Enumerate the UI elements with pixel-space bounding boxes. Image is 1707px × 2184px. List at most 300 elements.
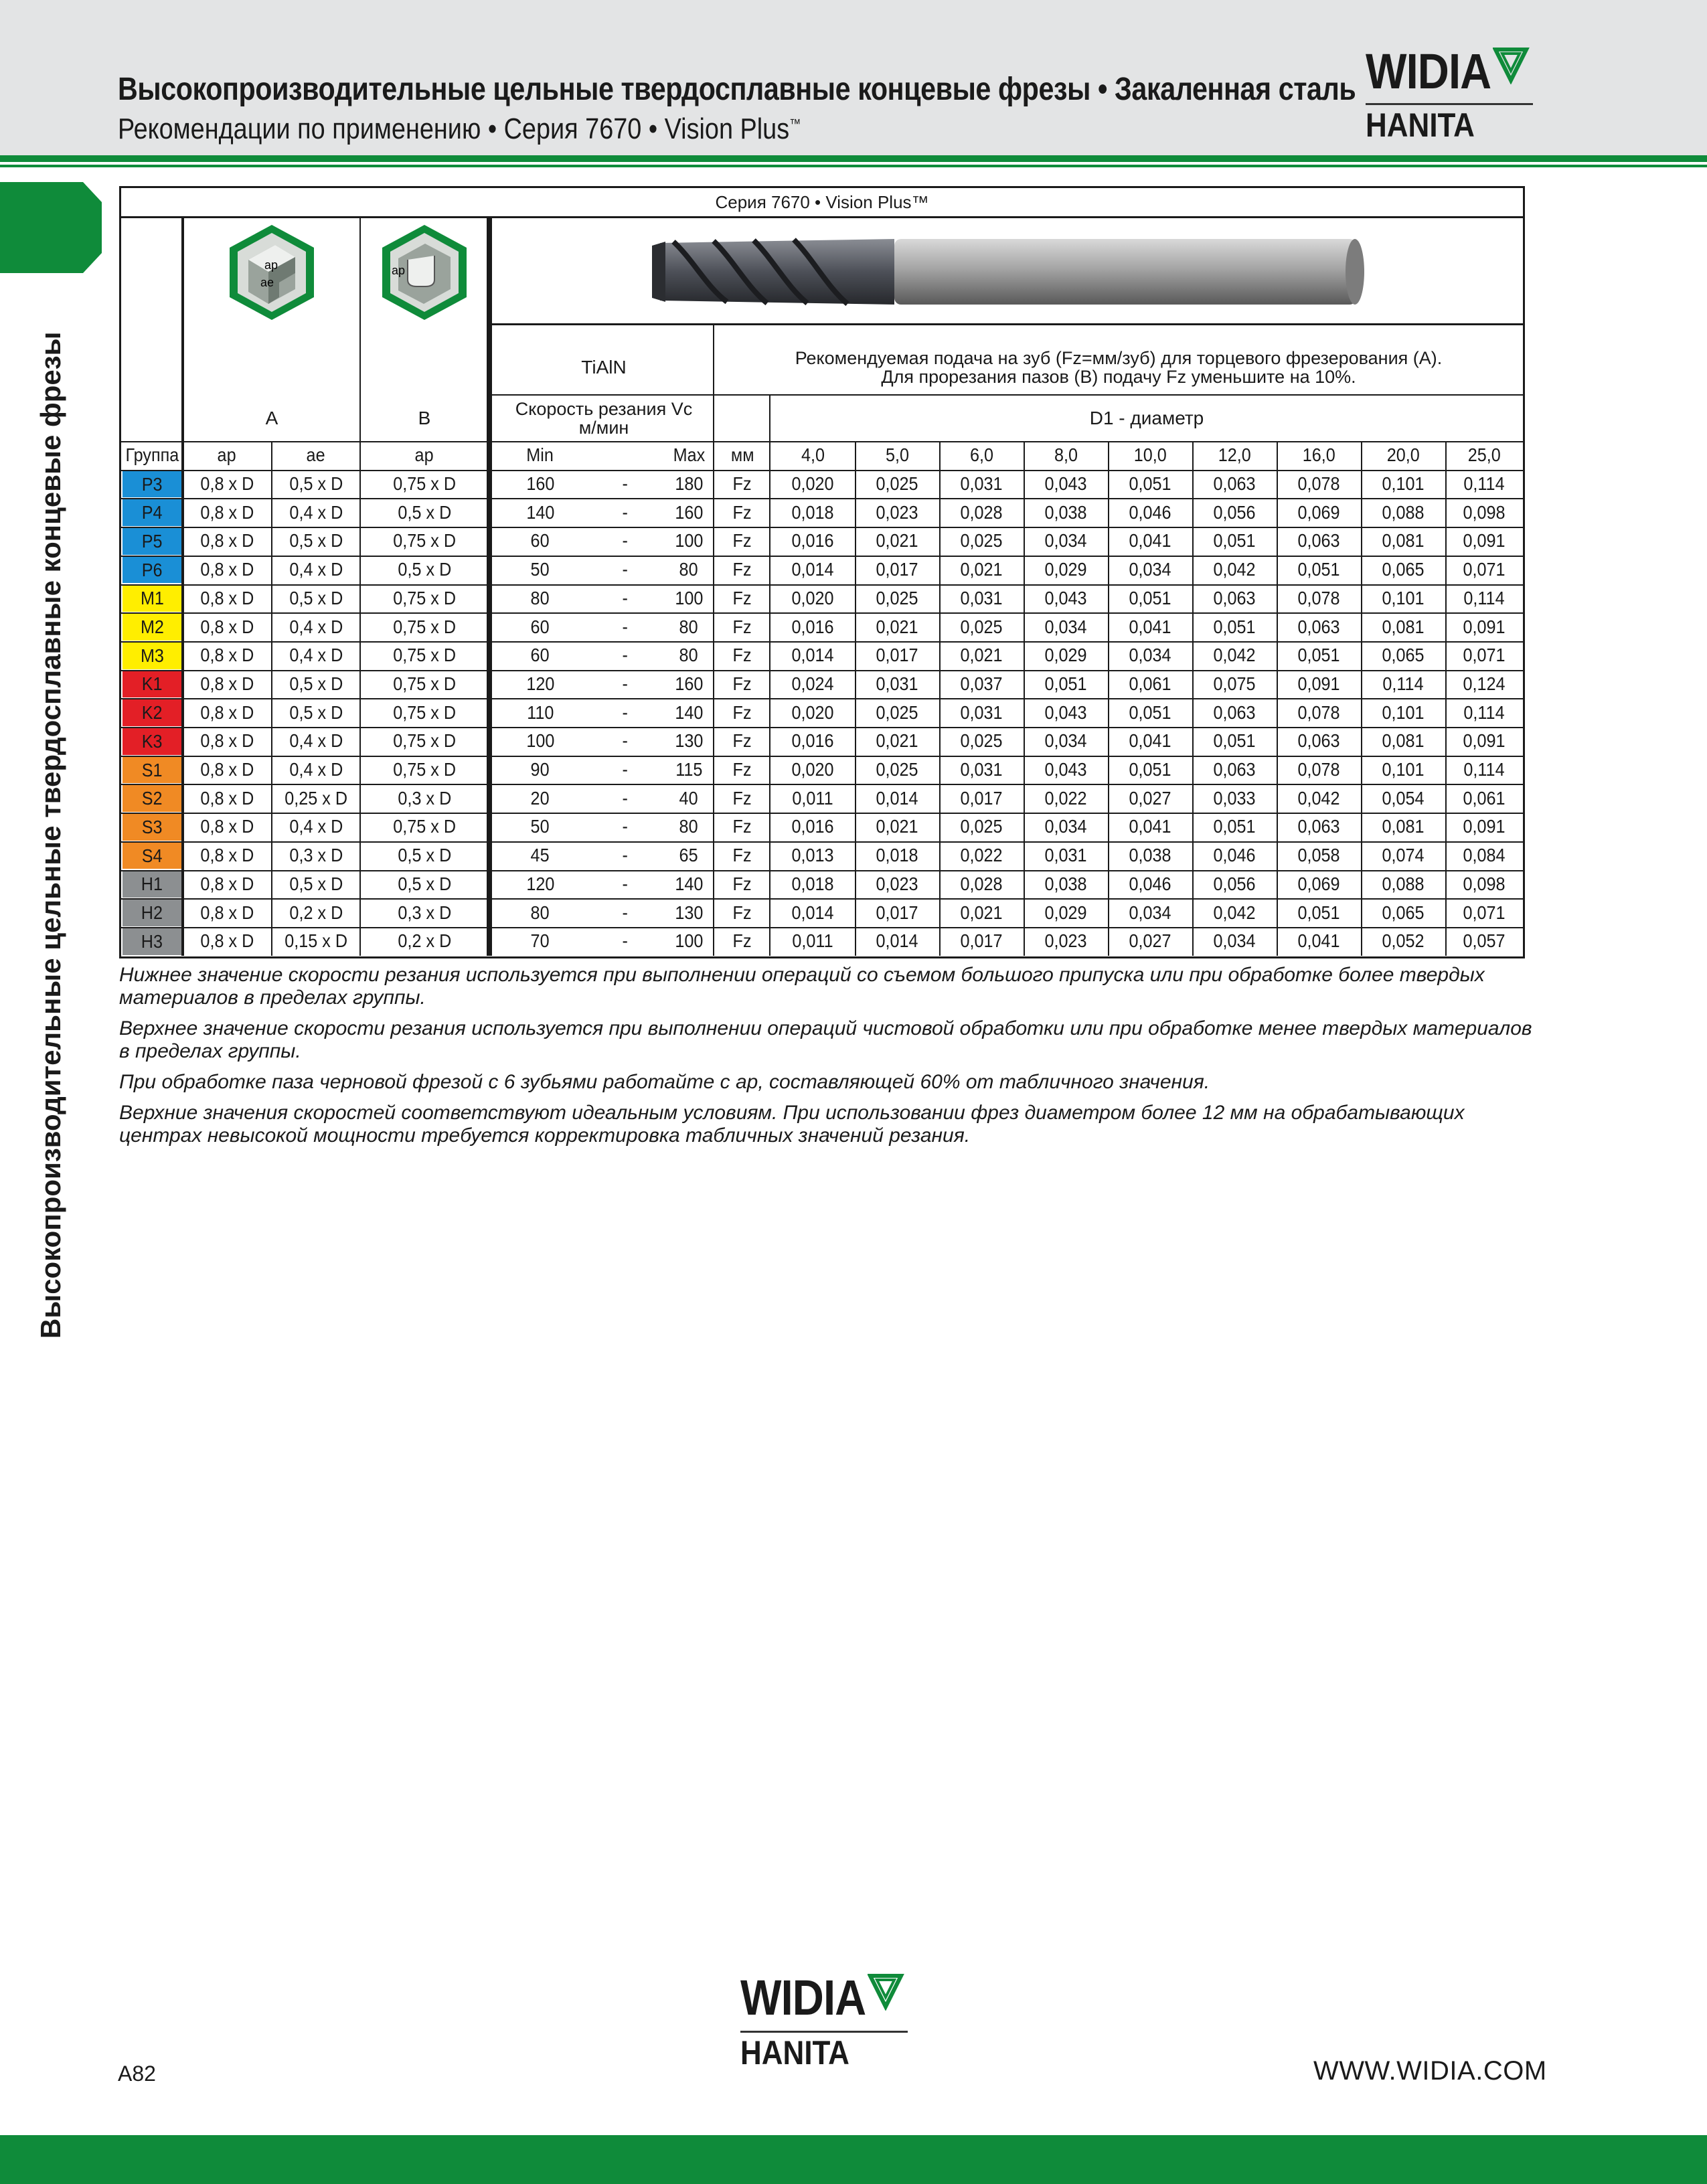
column-header: Min xyxy=(526,444,554,466)
speed-min-cell: 20 xyxy=(530,787,550,809)
feed-value-cell: 0,098 xyxy=(1463,873,1506,894)
a-ap-cell: 0,8 x D xyxy=(200,816,254,837)
b-ap-cell: 0,75 x D xyxy=(393,759,456,780)
feed-value-cell: 0,025 xyxy=(960,530,1003,552)
feed-value-cell: 0,071 xyxy=(1463,559,1506,580)
feed-value-cell: 0,078 xyxy=(1297,759,1340,780)
unit-cell: Fz xyxy=(732,930,752,952)
page-number: A82 xyxy=(118,2062,156,2086)
feed-value-cell: 0,021 xyxy=(960,559,1003,580)
material-group-s3: S3 xyxy=(123,814,181,841)
col-rule xyxy=(271,441,272,956)
feed-value-cell: 0,098 xyxy=(1463,501,1506,523)
feed-value-cell: 0,029 xyxy=(1044,559,1087,580)
feed-value-cell: 0,025 xyxy=(876,587,918,608)
speed-max-cell: 130 xyxy=(674,902,704,923)
a-ap-cell: 0,8 x D xyxy=(200,587,254,608)
speed-dash: - xyxy=(622,673,629,694)
speed-max-cell: 160 xyxy=(674,673,704,694)
feed-value-cell: 0,016 xyxy=(791,730,834,752)
speed-min-cell: 45 xyxy=(530,845,550,866)
a-ap-cell: 0,8 x D xyxy=(200,730,254,752)
feed-value-cell: 0,041 xyxy=(1129,730,1171,752)
column-header: мм xyxy=(730,444,754,466)
a-ae-cell: 0,15 x D xyxy=(284,930,347,952)
feed-value-cell: 0,021 xyxy=(876,816,918,837)
speed-min-cell: 90 xyxy=(530,759,550,780)
speed-dash: - xyxy=(622,473,629,495)
a-ae-cell: 0,5 x D xyxy=(289,701,343,723)
feed-value-cell: 0,025 xyxy=(960,616,1003,637)
a-ae-cell: 0,5 x D xyxy=(289,530,343,552)
feed-value-cell: 0,034 xyxy=(1044,530,1087,552)
a-ap-cell: 0,8 x D xyxy=(200,759,254,780)
feed-value-cell: 0,020 xyxy=(791,587,834,608)
page-title: Высокопроизводительные цельные твердосплавные концевые фрезы • Закаленная сталь xyxy=(118,72,1356,107)
feed-value-cell: 0,031 xyxy=(960,587,1003,608)
unit-cell: Fz xyxy=(732,845,752,866)
a-ae-cell: 0,5 x D xyxy=(289,673,343,694)
feed-value-cell: 0,114 xyxy=(1463,587,1505,608)
note-3: При обработке паза черновой фрезой с 6 зубьями работайте с ap, составляющей 60% от табличного значения. xyxy=(119,1071,1210,1093)
feed-value-cell: 0,027 xyxy=(1129,787,1171,809)
feed-value-cell: 0,014 xyxy=(876,930,918,952)
feed-value-cell: 0,028 xyxy=(960,873,1003,894)
side-section-label: Высокопроизводительные цельные твердосплавные концевые фрезы xyxy=(35,331,66,1339)
b-ap-cell: 0,75 x D xyxy=(393,673,456,694)
speed-max-cell: 100 xyxy=(674,587,704,608)
a-ae-cell: 0,4 x D xyxy=(289,616,343,637)
speed-min-cell: 50 xyxy=(530,559,550,580)
operation-a-icon xyxy=(183,219,361,326)
feed-value-cell: 0,018 xyxy=(791,501,834,523)
diameter-header: 25,0 xyxy=(1467,444,1501,466)
b-ap-cell: 0,3 x D xyxy=(398,787,451,809)
footer-logo-divider xyxy=(740,2031,908,2033)
feed-value-cell: 0,051 xyxy=(1213,816,1256,837)
feed-value-cell: 0,034 xyxy=(1129,559,1171,580)
svg-text:ap: ap xyxy=(264,258,278,272)
diameter-header: 12,0 xyxy=(1218,444,1251,466)
coating-label: TiAlN xyxy=(581,357,627,377)
feed-value-cell: 0,025 xyxy=(876,759,918,780)
feed-value-cell: 0,018 xyxy=(876,845,918,866)
feed-value-cell: 0,063 xyxy=(1297,616,1340,637)
feed-value-cell: 0,034 xyxy=(1044,816,1087,837)
diameter-header: 16,0 xyxy=(1302,444,1335,466)
a-ae-cell: 0,5 x D xyxy=(289,473,343,495)
feed-value-cell: 0,041 xyxy=(1129,616,1171,637)
col-rule xyxy=(1277,441,1278,956)
feed-value-cell: 0,071 xyxy=(1463,902,1506,923)
row-rule xyxy=(121,612,1523,614)
feed-value-cell: 0,101 xyxy=(1382,759,1425,780)
speed-min-cell: 80 xyxy=(530,902,550,923)
feed-value-cell: 0,013 xyxy=(791,845,834,866)
feed-value-cell: 0,065 xyxy=(1382,559,1425,580)
speed-max-cell: 65 xyxy=(679,845,699,866)
feed-value-cell: 0,042 xyxy=(1213,902,1256,923)
feed-value-cell: 0,034 xyxy=(1044,730,1087,752)
a-ap-cell: 0,8 x D xyxy=(200,645,254,666)
feed-value-cell: 0,065 xyxy=(1382,645,1425,666)
feed-value-cell: 0,021 xyxy=(876,530,918,552)
feed-value-cell: 0,020 xyxy=(791,701,834,723)
feed-value-cell: 0,046 xyxy=(1129,873,1171,894)
speed-dash: - xyxy=(622,559,629,580)
col-rule xyxy=(939,441,941,956)
column-header: ae xyxy=(306,444,326,466)
feed-value-cell: 0,075 xyxy=(1213,673,1256,694)
feed-value-cell: 0,091 xyxy=(1463,730,1506,752)
feed-value-cell: 0,022 xyxy=(960,845,1003,866)
speed-min-cell: 50 xyxy=(530,816,550,837)
row-rule xyxy=(121,784,1523,785)
feed-value-cell: 0,051 xyxy=(1297,645,1340,666)
column-header: Max xyxy=(673,444,705,466)
col-rule xyxy=(1192,441,1194,956)
svg-text:ap: ap xyxy=(392,264,406,277)
row-rule xyxy=(121,898,1523,900)
a-ap-cell: 0,8 x D xyxy=(200,530,254,552)
unit-cell: Fz xyxy=(732,730,752,752)
feed-value-cell: 0,017 xyxy=(960,930,1003,952)
b-ap-cell: 0,75 x D xyxy=(393,473,456,495)
feed-value-cell: 0,011 xyxy=(792,930,833,952)
feed-value-cell: 0,014 xyxy=(791,645,834,666)
a-ae-cell: 0,4 x D xyxy=(289,645,343,666)
page-subtitle: Рекомендации по применению • Серия 7670 • Vision Plus™ xyxy=(118,112,801,145)
a-ae-cell: 0,4 x D xyxy=(289,759,343,780)
unit-cell: Fz xyxy=(732,759,752,780)
feed-value-cell: 0,081 xyxy=(1382,616,1425,637)
col-rule xyxy=(1108,441,1109,956)
row-rule xyxy=(121,527,1523,528)
feed-value-cell: 0,043 xyxy=(1044,587,1087,608)
series-title: Серия 7670 • Vision Plus™ xyxy=(715,191,929,212)
header-top-rule xyxy=(121,441,1523,442)
speed-dash: - xyxy=(622,930,629,952)
b-ap-cell: 0,75 x D xyxy=(393,730,456,752)
col-rule xyxy=(359,216,361,956)
feed-value-cell: 0,065 xyxy=(1382,902,1425,923)
speed-dash: - xyxy=(622,845,629,866)
a-ap-cell: 0,8 x D xyxy=(200,845,254,866)
b-ap-cell: 0,75 x D xyxy=(393,816,456,837)
widia-hanita-logo: WIDIA HANITA xyxy=(1366,47,1540,147)
feed-value-cell: 0,017 xyxy=(960,787,1003,809)
diameter-header: 8,0 xyxy=(1054,444,1078,466)
feed-value-cell: 0,051 xyxy=(1213,530,1256,552)
unit-cell: Fz xyxy=(732,616,752,637)
material-group-s4: S4 xyxy=(123,843,181,869)
diameter-header: 20,0 xyxy=(1386,444,1420,466)
speed-min-cell: 140 xyxy=(525,501,555,523)
feed-value-cell: 0,034 xyxy=(1213,930,1256,952)
a-ap-cell: 0,8 x D xyxy=(200,501,254,523)
feed-value-cell: 0,021 xyxy=(960,645,1003,666)
a-ap-cell: 0,8 x D xyxy=(200,616,254,637)
a-ap-cell: 0,8 x D xyxy=(200,473,254,495)
feed-value-cell: 0,031 xyxy=(960,701,1003,723)
feed-value-cell: 0,081 xyxy=(1382,530,1425,552)
row-rule xyxy=(121,727,1523,728)
feed-value-cell: 0,043 xyxy=(1044,701,1087,723)
material-group-h3: H3 xyxy=(123,928,181,955)
feed-value-cell: 0,014 xyxy=(791,902,834,923)
unit-cell: Fz xyxy=(732,701,752,723)
material-group-k3: K3 xyxy=(123,728,181,755)
feed-value-cell: 0,016 xyxy=(791,616,834,637)
feed-value-cell: 0,091 xyxy=(1463,530,1506,552)
unit-cell: Fz xyxy=(732,587,752,608)
speed-max-cell: 40 xyxy=(679,787,699,809)
a-ae-cell: 0,4 x D xyxy=(289,501,343,523)
column-header: Группа xyxy=(125,444,179,466)
row-rule xyxy=(121,641,1523,643)
operation-b-icon xyxy=(361,219,488,326)
feed-value-cell: 0,042 xyxy=(1213,645,1256,666)
unit-cell: Fz xyxy=(732,473,752,495)
feed-value-cell: 0,074 xyxy=(1382,845,1425,866)
row-rule xyxy=(121,813,1523,814)
material-group-p3: P3 xyxy=(123,471,181,498)
b-ap-cell: 0,5 x D xyxy=(398,873,451,894)
feed-value-cell: 0,031 xyxy=(960,759,1003,780)
feed-value-cell: 0,078 xyxy=(1297,587,1340,608)
a-ae-cell: 0,5 x D xyxy=(289,873,343,894)
feed-value-cell: 0,038 xyxy=(1044,873,1087,894)
feed-value-cell: 0,027 xyxy=(1129,930,1171,952)
speed-dash: - xyxy=(622,873,629,894)
speed-dash: - xyxy=(622,730,629,752)
feed-value-cell: 0,114 xyxy=(1463,701,1505,723)
unit-cell: Fz xyxy=(732,501,752,523)
speed-dash: - xyxy=(622,530,629,552)
feed-note-line-1: Рекомендуемая подача на зуб (Fz=мм/зуб) для торцевого фрезерования (А). xyxy=(795,348,1443,368)
feed-value-cell: 0,063 xyxy=(1213,701,1256,723)
speed-dash: - xyxy=(622,587,629,608)
b-ap-cell: 0,75 x D xyxy=(393,701,456,723)
row-rule xyxy=(121,470,1523,471)
a-ap-cell: 0,8 x D xyxy=(200,873,254,894)
note-2: Верхнее значение скорости резания используется при выполнении операций чистовой обработки или при обработке менее твердых материалов в пределах группы. xyxy=(119,1017,1532,1062)
feed-value-cell: 0,056 xyxy=(1213,873,1256,894)
diameter-header: 10,0 xyxy=(1133,444,1167,466)
a-ap-cell: 0,8 x D xyxy=(200,701,254,723)
b-ap-cell: 0,75 x D xyxy=(393,530,456,552)
feed-value-cell: 0,014 xyxy=(791,559,834,580)
material-group-s1: S1 xyxy=(123,757,181,784)
feed-value-cell: 0,061 xyxy=(1463,787,1506,809)
image-rule xyxy=(488,323,1523,325)
feed-value-cell: 0,025 xyxy=(960,816,1003,837)
a-ap-cell: 0,8 x D xyxy=(200,787,254,809)
feed-value-cell: 0,021 xyxy=(876,730,918,752)
material-group-k2: K2 xyxy=(123,699,181,726)
speed-min-cell: 60 xyxy=(530,530,550,552)
speed-min-cell: 120 xyxy=(525,673,555,694)
row-rule xyxy=(121,870,1523,871)
website-link[interactable]: WWW.WIDIA.COM xyxy=(1313,2056,1547,2086)
feed-value-cell: 0,029 xyxy=(1044,645,1087,666)
row-rule xyxy=(121,841,1523,843)
feed-value-cell: 0,025 xyxy=(960,730,1003,752)
speed-dash: - xyxy=(622,501,629,523)
a-ap-cell: 0,8 x D xyxy=(200,902,254,923)
speed-max-cell: 80 xyxy=(679,816,699,837)
feed-value-cell: 0,091 xyxy=(1463,616,1506,637)
feed-value-cell: 0,101 xyxy=(1382,473,1425,495)
feed-value-cell: 0,046 xyxy=(1129,501,1171,523)
unit-cell: Fz xyxy=(732,559,752,580)
feed-value-cell: 0,021 xyxy=(960,902,1003,923)
feed-value-cell: 0,114 xyxy=(1463,473,1505,495)
col-rule xyxy=(713,323,714,956)
feed-value-cell: 0,037 xyxy=(960,673,1003,694)
speed-max-cell: 180 xyxy=(674,473,704,495)
b-ap-cell: 0,75 x D xyxy=(393,587,456,608)
feed-value-cell: 0,042 xyxy=(1297,787,1340,809)
col-rule xyxy=(1024,441,1025,956)
feed-value-cell: 0,063 xyxy=(1297,530,1340,552)
a-ae-cell: 0,4 x D xyxy=(289,559,343,580)
feed-value-cell: 0,088 xyxy=(1382,873,1425,894)
feed-value-cell: 0,069 xyxy=(1297,501,1340,523)
feed-value-cell: 0,051 xyxy=(1213,730,1256,752)
b-ap-cell: 0,75 x D xyxy=(393,616,456,637)
feed-value-cell: 0,091 xyxy=(1297,673,1340,694)
feed-value-cell: 0,025 xyxy=(876,473,918,495)
feed-value-cell: 0,034 xyxy=(1129,902,1171,923)
b-ap-cell: 0,3 x D xyxy=(398,902,451,923)
a-ap-cell: 0,8 x D xyxy=(200,673,254,694)
feed-value-cell: 0,016 xyxy=(791,530,834,552)
row-rule xyxy=(121,927,1523,928)
speed-dash: - xyxy=(622,701,629,723)
feed-value-cell: 0,054 xyxy=(1382,787,1425,809)
feed-value-cell: 0,011 xyxy=(792,787,833,809)
header-rule xyxy=(0,155,1707,162)
unit-cell: Fz xyxy=(732,530,752,552)
feed-value-cell: 0,051 xyxy=(1129,759,1171,780)
material-group-m1: M1 xyxy=(123,586,181,612)
speed-dash: - xyxy=(622,616,629,637)
feed-value-cell: 0,018 xyxy=(791,873,834,894)
col-rule xyxy=(1361,441,1362,956)
speed-max-cell: 100 xyxy=(674,930,704,952)
feed-value-cell: 0,114 xyxy=(1463,759,1505,780)
speed-max-cell: 115 xyxy=(675,759,703,780)
feed-value-cell: 0,043 xyxy=(1044,759,1087,780)
feed-value-cell: 0,058 xyxy=(1297,845,1340,866)
feed-value-cell: 0,057 xyxy=(1463,930,1506,952)
note-1: Нижнее значение скорости резания используется при выполнении операций со съемом большого припуска или при обработке более твердых материалов в пределах группы. xyxy=(119,964,1485,1009)
feed-value-cell: 0,084 xyxy=(1463,845,1506,866)
diameter-header: 6,0 xyxy=(969,444,993,466)
speed-dash: - xyxy=(622,645,629,666)
feed-value-cell: 0,034 xyxy=(1044,616,1087,637)
feed-value-cell: 0,061 xyxy=(1129,673,1171,694)
speed-min-cell: 110 xyxy=(526,701,554,723)
feed-value-cell: 0,124 xyxy=(1463,673,1506,694)
feed-value-cell: 0,041 xyxy=(1297,930,1340,952)
col-rule xyxy=(769,394,770,956)
feed-value-cell: 0,081 xyxy=(1382,816,1425,837)
feed-value-cell: 0,017 xyxy=(876,559,918,580)
feed-value-cell: 0,056 xyxy=(1213,501,1256,523)
column-header: ap xyxy=(414,444,434,466)
feed-value-cell: 0,063 xyxy=(1213,759,1256,780)
logo-divider xyxy=(1366,103,1533,105)
feed-value-cell: 0,038 xyxy=(1044,501,1087,523)
b-ap-cell: 0,5 x D xyxy=(398,559,451,580)
row-rule xyxy=(121,756,1523,757)
material-group-m2: M2 xyxy=(123,614,181,641)
col-rule xyxy=(855,441,856,956)
feed-value-cell: 0,088 xyxy=(1382,501,1425,523)
feed-value-cell: 0,031 xyxy=(960,473,1003,495)
b-ap-cell: 0,75 x D xyxy=(393,645,456,666)
feed-value-cell: 0,038 xyxy=(1129,845,1171,866)
feed-value-cell: 0,081 xyxy=(1382,730,1425,752)
feed-value-cell: 0,063 xyxy=(1297,816,1340,837)
feed-value-cell: 0,031 xyxy=(876,673,918,694)
feed-value-cell: 0,023 xyxy=(876,501,918,523)
coating-rule xyxy=(488,394,1523,396)
col-b-label: B xyxy=(418,408,431,428)
feed-value-cell: 0,041 xyxy=(1129,816,1171,837)
footer-triangle-icon xyxy=(868,1973,910,2011)
feed-value-cell: 0,078 xyxy=(1297,701,1340,723)
feed-value-cell: 0,063 xyxy=(1213,587,1256,608)
a-ae-cell: 0,4 x D xyxy=(289,816,343,837)
speed-min-cell: 100 xyxy=(525,730,555,752)
feed-value-cell: 0,051 xyxy=(1129,473,1171,495)
feed-value-cell: 0,017 xyxy=(876,902,918,923)
unit-cell: Fz xyxy=(732,787,752,809)
row-rule xyxy=(121,556,1523,557)
cutting-data-table xyxy=(119,186,1525,958)
feed-value-cell: 0,063 xyxy=(1213,473,1256,495)
d1-diameter-label: D1 - диаметр xyxy=(1089,408,1204,428)
speed-min-cell: 60 xyxy=(530,616,550,637)
speed-max-cell: 80 xyxy=(679,559,699,580)
note-4: Верхние значения скоростей соответствуют идеальным условиям. При использовании фрез диаметром более 12 мм на обрабатывающих центрах невысокой мощности требуется корректировка табличных значений резания. xyxy=(119,1102,1465,1147)
feed-value-cell: 0,051 xyxy=(1129,701,1171,723)
speed-max-cell: 140 xyxy=(674,701,704,723)
speed-max-cell: 140 xyxy=(674,873,704,894)
header-rule-thin xyxy=(0,165,1707,167)
feed-value-cell: 0,016 xyxy=(791,816,834,837)
widia-triangle-icon xyxy=(1493,47,1536,84)
speed-max-cell: 130 xyxy=(674,730,704,752)
material-group-s2: S2 xyxy=(123,785,181,812)
b-ap-cell: 0,2 x D xyxy=(398,930,451,952)
feed-value-cell: 0,078 xyxy=(1297,473,1340,495)
feed-value-cell: 0,051 xyxy=(1297,559,1340,580)
feed-value-cell: 0,101 xyxy=(1382,701,1425,723)
b-ap-cell: 0,5 x D xyxy=(398,845,451,866)
unit-cell: Fz xyxy=(732,873,752,894)
feed-value-cell: 0,024 xyxy=(791,673,834,694)
material-group-p4: P4 xyxy=(123,499,181,526)
a-ap-cell: 0,8 x D xyxy=(200,559,254,580)
row-rule xyxy=(121,584,1523,586)
column-header: ap xyxy=(217,444,237,466)
feed-value-cell: 0,069 xyxy=(1297,873,1340,894)
feed-value-cell: 0,025 xyxy=(876,701,918,723)
